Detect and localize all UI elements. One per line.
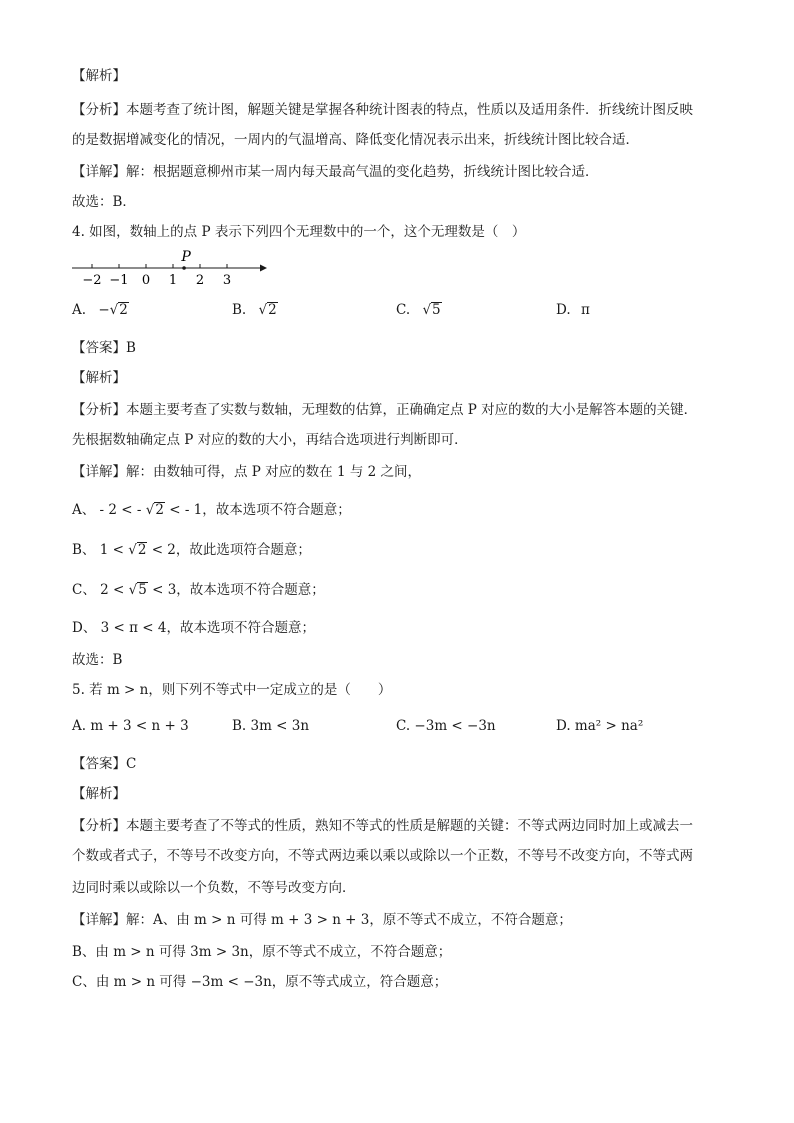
number-line-tick-label: 3 [222,273,232,288]
solution-b-prefix: B、 1 < [72,542,129,558]
number-line-tick-label: −1 [109,273,129,288]
sqrt-icon: √ [109,302,119,318]
solution-option-b [72,540,311,560]
option-b-prefix: B. [232,302,247,318]
answer-line: 【答案】B [72,340,136,356]
option-a-sign: − [98,302,110,318]
option-a: A. m + 3 < n + 3 [72,718,189,734]
option-c [396,300,442,320]
point-p-marker [182,266,186,270]
solution-a-radicand: 2 [155,502,164,518]
analysis-line: 【分析】本题主要考查了实数与数轴，无理数的估算，正确确定点 P 对应的数的大小是解答本题的关键． [72,402,698,418]
option-a [72,300,129,320]
detailed-solution-line: B、由 m > n 可得 3m > 3n，原不等式不成立，不符合题意； [72,944,452,960]
point-p-label: P [181,249,191,265]
analysis-line: 【分析】本题考查了统计图，解题关键是掌握各种统计图表的特点，性质以及适用条件．折线统计图反映 [72,102,693,118]
number-line-tick-label: −2 [82,273,102,288]
option-a-radicand: 2 [119,302,128,318]
section-label-jiexi: 【解析】 [72,370,126,386]
analysis-line: 先根据数轴确定点 P 对应的数的大小，再结合选项进行判断即可． [72,432,468,448]
solution-c-suffix: < 3，故本选项不符合题意； [147,582,325,598]
answer-line: 【答案】C [72,756,137,772]
option-b-radicand: 2 [268,302,277,318]
analysis-line: 【分析】本题主要考查了不等式的性质，熟知不等式的性质是解题的关键：不等式两边同时加上或减去一 [72,818,693,834]
detailed-solution-line: 【详解】解：A、由 m > n 可得 m + 3 > n + 3，原不等式不成立，不符合题意； [72,912,572,928]
sqrt-icon: √ [128,542,137,558]
sqrt-icon: √ [258,302,268,318]
option-d-value: π [580,302,590,318]
solution-a-suffix: < - 1，故本选项不符合题意； [164,502,351,518]
answer-choice-line: 故选：B [72,652,123,668]
number-line-tick-label: 0 [141,273,151,288]
option-d: D. ma² > na² [556,718,644,734]
section-label-jiexi: 【解析】 [72,68,126,84]
analysis-line: 个数或者式子，不等号不改变方向，不等式两边乘以乘以或除以一个正数，不等号不改变方向，不等式两 [72,848,693,864]
question-stem: 5. 若 m > n，则下列不等式中一定成立的是（ ） [72,682,392,698]
option-a-prefix: A. [72,302,87,318]
section-label-jiexi: 【解析】 [72,786,126,802]
solution-c-radicand: 5 [138,582,147,598]
option-b [232,300,278,320]
option-c-radicand: 5 [432,302,441,318]
analysis-line: 的是数据增减变化的情况，一周内的气温增高、降低变化情况表示出来，折线统计图比较合适． [72,132,639,148]
number-line-tick-label: 2 [195,273,205,288]
solution-option-c [72,580,325,600]
analysis-line: 边同时乘以或除以一个负数，不等号改变方向． [72,880,356,896]
detailed-solution-line: 【详解】解：根据题意柳州市某一周内每天最高气温的变化趋势，折线统计图比较合适． [72,164,599,180]
number-line-figure [70,246,270,290]
solution-option-a [72,500,351,520]
detailed-solution-line: 【详解】解：由数轴可得，点 P 对应的数在 1 与 2 之间， [72,464,422,480]
answer-choice-line: 故选：B． [72,194,136,210]
question-stem: 4. 如图，数轴上的点 P 表示下列四个无理数中的一个，这个无理数是（ ） [72,224,526,240]
option-d-prefix: D. [556,302,571,318]
option-c-prefix: C. [396,302,411,318]
option-b: B. 3m < 3n [232,718,310,734]
solution-option-d: D、 3 < π < 4，故本选项不符合题意； [72,620,315,636]
sqrt-icon: √ [145,502,155,518]
solution-b-suffix: < 2，故此选项符合题意； [147,542,311,558]
number-line-tick-label: 1 [168,273,178,288]
solution-a-prefix: A、 - 2 < - [72,502,146,518]
option-d [556,300,590,320]
solution-b-radicand: 2 [137,542,147,558]
solution-c-prefix: C、 2 < [72,582,129,598]
detailed-solution-line: C、由 m > n 可得 −3m < −3n，原不等式成立，符合题意； [72,974,448,990]
sqrt-icon: √ [422,302,432,318]
sqrt-icon: √ [128,582,138,598]
number-line-arrow-icon [260,265,267,272]
option-c: C. −3m < −3n [396,718,496,734]
